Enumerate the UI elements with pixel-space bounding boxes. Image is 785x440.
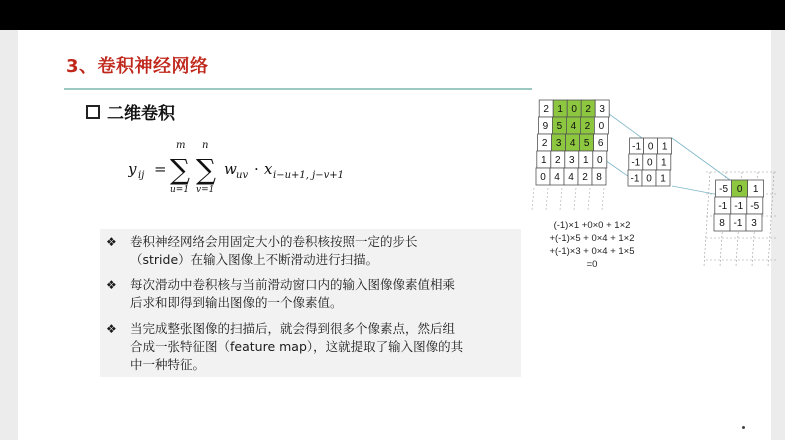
input-dash-line (588, 188, 590, 210)
formula-sum2-bottom: v=1 (196, 185, 215, 195)
input-dash-line (546, 188, 548, 210)
input-grid-value: 0 (598, 121, 605, 132)
output-dash-line (768, 172, 774, 266)
input-grid-value: 2 (541, 138, 548, 149)
input-dash-line (532, 188, 534, 210)
input-grid-value: 0 (540, 172, 546, 183)
input-grid-value: 2 (582, 172, 588, 183)
input-grid-value: 2 (584, 121, 591, 132)
kernel-grid-value: -1 (632, 141, 642, 153)
input-grid-value: 1 (583, 155, 589, 166)
output-grid-value: 8 (719, 218, 725, 229)
input-grid-value: 3 (599, 104, 605, 115)
kernel-grid-value: 0 (647, 157, 653, 169)
input-grid-value: 1 (557, 104, 563, 115)
formula-w-sub: uv (236, 170, 249, 181)
input-grid-value: 0 (571, 104, 577, 115)
input-grid-value: 3 (555, 138, 562, 149)
output-grid-value: 1 (752, 184, 759, 195)
formula-sum1-top: m (176, 140, 186, 151)
connector-line (672, 138, 730, 180)
convolution-formula (128, 138, 378, 198)
bullet-1-line-2: （stride）在输入图像上不断滑动进行扫描。 (130, 252, 379, 267)
square-bullet-icon (86, 105, 100, 119)
formula-sum2-symbol: ∑ (196, 153, 216, 186)
bullet-3-line-2: 合成一张特征图（feature map），这就提取了输入图像的其 (130, 339, 464, 354)
calc-line: (-1)×1 +0×0 + 1×2 (553, 220, 631, 231)
convolution-diagram (530, 98, 780, 288)
output-dash-line (704, 172, 710, 266)
input-dash-line (574, 188, 576, 210)
formula-dot: · (254, 160, 259, 178)
output-grid-value: -1 (734, 201, 744, 212)
output-grid-value: 0 (736, 184, 743, 195)
input-grid-value: 4 (570, 121, 577, 132)
calc-line: +(-1)×3 + 0×4 + 1×5 (549, 246, 635, 257)
formula-sum2-top: n (202, 140, 209, 151)
calc-line: +(-1)×5 + 0×4 + 1×2 (549, 233, 635, 244)
slide-title: 3、卷积神经网络 (66, 56, 209, 77)
kernel-grid-value: 1 (660, 173, 666, 185)
input-grid-value: 3 (569, 155, 575, 166)
kernel-grid-value: 0 (646, 173, 652, 185)
formula-equals: = (154, 160, 167, 178)
kernel-grid-value: 1 (661, 157, 667, 169)
calc-line: =0 (586, 259, 598, 270)
bullet-1-line-1: 卷积神经网络会用固定大小的卷积核按照一定的步长 (130, 234, 418, 249)
output-grid-value: -5 (719, 184, 729, 195)
subtitle-text: 二维卷积 (107, 104, 175, 124)
formula-x-sub: i−u+1, j−v+1 (273, 170, 344, 181)
input-grid-value: 2 (555, 155, 561, 166)
diamond-bullet-icon: ❖ (106, 322, 117, 336)
diamond-bullet-icon: ❖ (106, 235, 117, 249)
input-grid-value: 4 (554, 172, 560, 183)
output-grid-value: 3 (751, 218, 757, 229)
input-grid-value: 5 (556, 121, 563, 132)
title-underline (64, 88, 532, 90)
output-grid-value: -1 (718, 201, 728, 212)
bullet-3-line-1: 当完成整张图像的扫描后，就会得到很多个像素点，然后组 (130, 321, 456, 336)
input-grid-value: 8 (596, 172, 602, 183)
formula-sum1-symbol: ∑ (170, 153, 190, 186)
input-grid-value: 4 (569, 138, 576, 149)
formula-x: x (264, 160, 273, 178)
output-grid-value: -1 (733, 218, 743, 229)
input-grid-value: 5 (583, 138, 590, 149)
input-grid-value: 2 (543, 104, 549, 115)
kernel-grid-value: -1 (630, 173, 640, 185)
kernel-grid-value: -1 (631, 157, 641, 169)
bullet-3-line-3: 中一种特征。 (130, 357, 206, 372)
input-grid-value: 6 (597, 138, 604, 149)
output-grid-value: -5 (750, 201, 760, 212)
input-grid-value: 2 (585, 104, 591, 115)
section-subtitle (86, 99, 175, 124)
input-grid-value: 0 (597, 155, 603, 166)
input-dash-line (602, 188, 604, 210)
diamond-bullet-icon: ❖ (106, 278, 117, 292)
formula-y: y (128, 160, 137, 178)
input-grid-value: 1 (541, 155, 547, 166)
formula-y-sub: ij (138, 170, 145, 181)
formula-sum1-bottom: u=1 (170, 185, 190, 195)
input-dash-line (560, 188, 562, 210)
kernel-grid-value: 0 (647, 141, 654, 153)
formula-w: w (224, 160, 237, 178)
bullet-2-line-2: 后求和即得到输出图像的一个像素值。 (130, 295, 343, 310)
bullet-panel (100, 229, 521, 377)
top-black-bar (0, 0, 785, 30)
input-grid-value: 4 (568, 172, 574, 183)
kernel-grid-value: 1 (661, 141, 668, 153)
bullet-2-line-1: 每次滑动中卷积核与当前滑动窗口内的输入图像像素值相乘 (130, 277, 456, 292)
footer-dot (742, 426, 745, 429)
input-grid-value: 9 (542, 121, 549, 132)
